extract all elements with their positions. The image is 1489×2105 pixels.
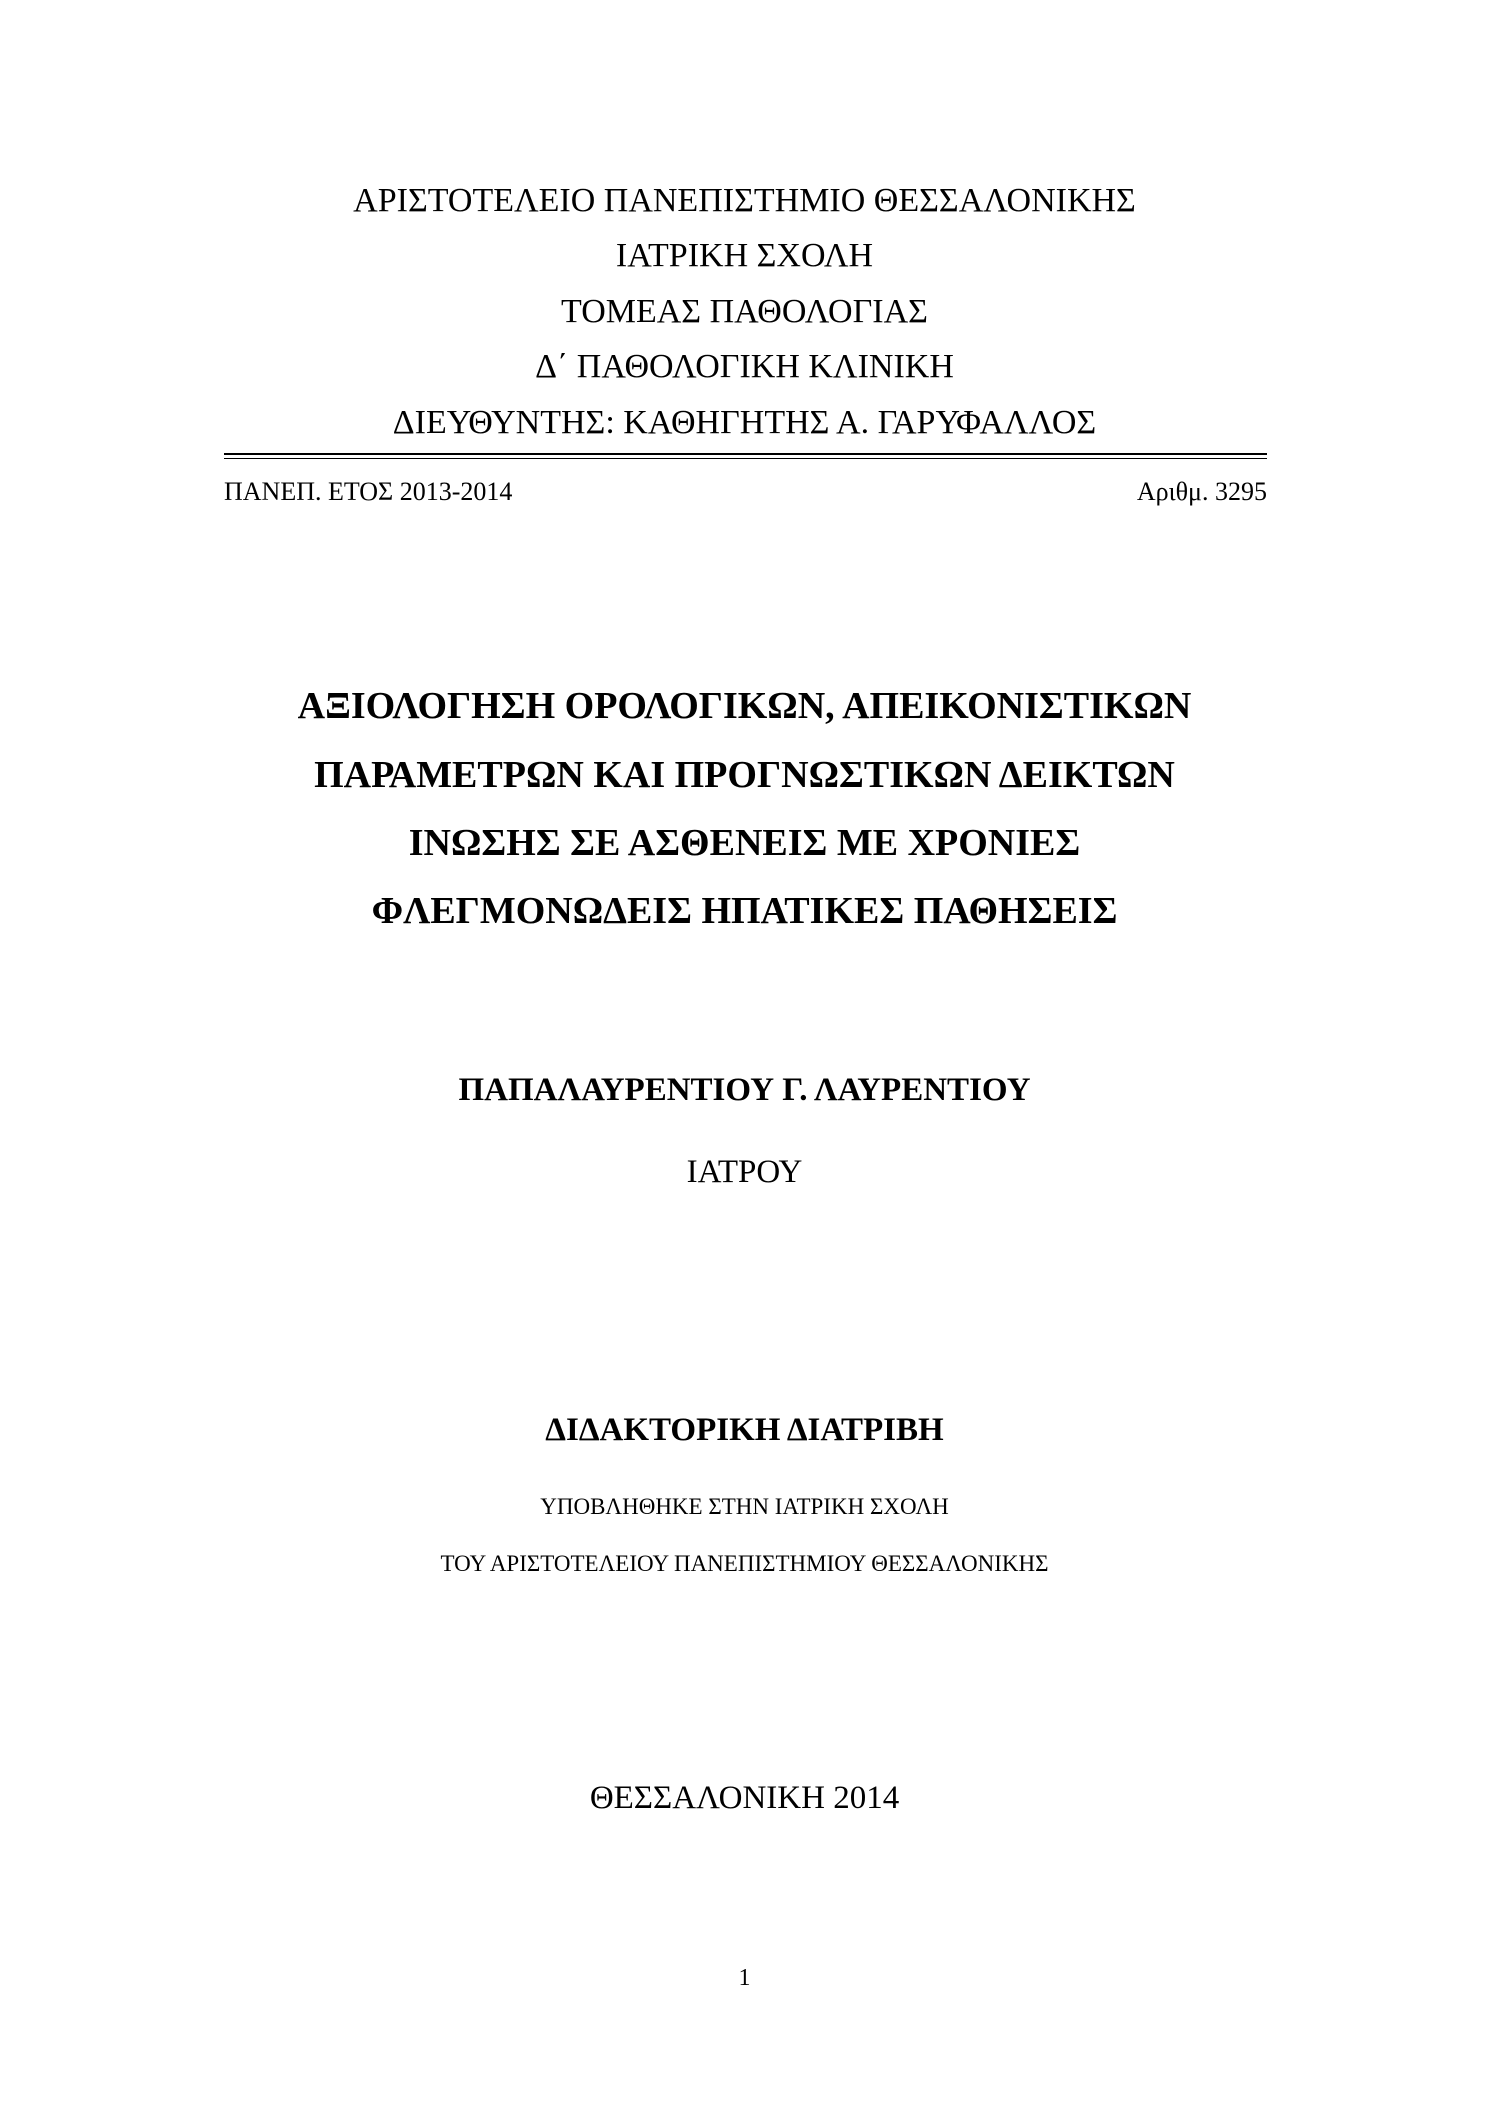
header-rule-bottom <box>224 458 1267 459</box>
header-rule-top <box>224 453 1267 455</box>
thesis-type: ΔΙΔΑΚΤΟΡΙΚΗ ΔΙΑΤΡΙΒΗ <box>545 1412 944 1448</box>
director-line: ΔΙΕΥΘΥΝΤΗΣ: ΚΑΘΗΓΗΤΗΣ Α. ΓΑΡΥΦΑΛΛΟΣ <box>392 404 1097 441</box>
thesis-title-line-3: ΙΝΩΣΗΣ ΣΕ ΑΣΘΕΝΕΙΣ ΜΕ ΧΡΟΝΙΕΣ <box>408 822 1081 864</box>
thesis-title-line-4: ΦΛΕΓΜΟΝΩΔΕΙΣ ΗΠΑΤΙΚΕΣ ΠΑΘΗΣΕΙΣ <box>371 890 1118 932</box>
thesis-title-line-2: ΠΑΡΑΜΕΤΡΩΝ ΚΑΙ ΠΡΟΓΝΩΣΤΙΚΩΝ ΔΕΙΚΤΩΝ <box>314 754 1175 796</box>
page-number: 1 <box>738 1965 751 1991</box>
university-name: ΑΡΙΣΤΟΤΕΛΕΙΟ ΠΑΝΕΠΙΣΤΗΜΙΟ ΘΕΣΣΑΛΟΝΙΚΗΣ <box>353 182 1136 219</box>
author-name: ΠΑΠΑΛΑΥΡΕΝΤΙΟΥ Γ. ΛΑΥΡΕΝΤΙΟΥ <box>458 1072 1031 1108</box>
thesis-title-line-1: ΑΞΙΟΛΟΓΗΣΗ ΟΡΟΛΟΓΙΚΩΝ, ΑΠΕΙΚΟΝΙΣΤΙΚΩΝ <box>297 685 1192 727</box>
academic-year: ΠΑΝΕΠ. ΕΤΟΣ 2013-2014 <box>224 477 513 506</box>
thesis-number: Αριθμ. 3295 <box>1136 477 1267 506</box>
submitted-line-1: ΥΠΟΒΛΗΘΗΚΕ ΣΤΗΝ ΙΑΤΡΙΚΗ ΣΧΟΛΗ <box>540 1494 949 1519</box>
department-name: ΤΟΜΕΑΣ ΠΑΘΟΛΟΓΙΑΣ <box>561 293 928 330</box>
clinic-name: Δ΄ ΠΑΘΟΛΟΓΙΚΗ ΚΛΙΝΙΚΗ <box>535 348 954 385</box>
school-name: ΙΑΤΡΙΚΗ ΣΧΟΛΗ <box>615 237 874 274</box>
place-year: ΘΕΣΣΑΛΟΝΙΚΗ 2014 <box>589 1780 900 1816</box>
author-role: ΙΑΤΡΟΥ <box>686 1154 803 1190</box>
submitted-line-2: ΤΟΥ ΑΡΙΣΤΟΤΕΛΕΙΟΥ ΠΑΝΕΠΙΣΤΗΜΙΟΥ ΘΕΣΣΑΛΟΝΙΚΗΣ <box>440 1551 1049 1576</box>
